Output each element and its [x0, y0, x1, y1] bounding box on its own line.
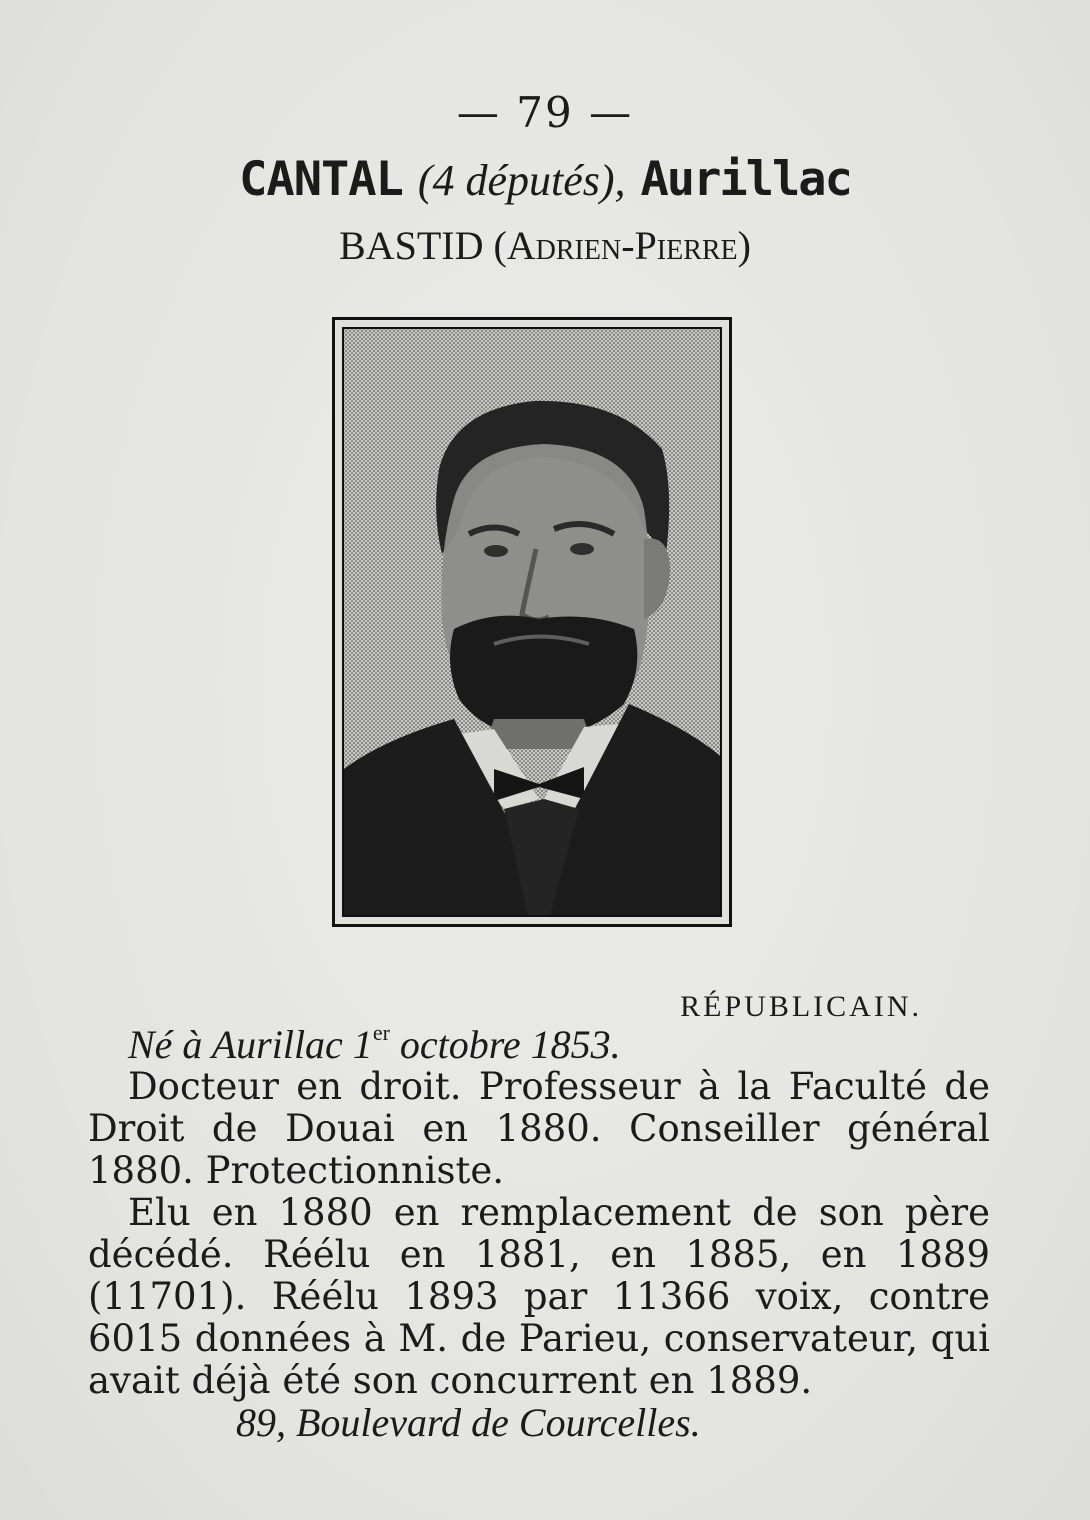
election-paragraph: Elu en 1880 en remplacement de son père décédé. Réélu en 1881, en 1885, en 1889 (11701). Réélu 1893 par 11366 voix, contre 6015 données à M. de Parieu, conservateur, qui avait déjà été son concurrent en 1889.: [88, 1191, 990, 1402]
portrait-frame: [332, 317, 732, 927]
address-line: 89, Boulevard de Courcelles.: [236, 1400, 701, 1445]
birth-superscript: er: [372, 1020, 390, 1045]
birth-suffix: octobre 1853.: [389, 1022, 621, 1067]
deputy-surname: BASTID: [339, 223, 484, 268]
portrait-photo: [342, 327, 722, 917]
department-heading: [0, 152, 1090, 207]
city-name: Aurillac: [640, 152, 851, 207]
deputies-count: (4 députés),: [417, 156, 626, 205]
portrait-silhouette: [344, 329, 722, 917]
page-number: — 79 —: [456, 88, 634, 137]
deputy-given-names: (Adrien-Pierre): [493, 223, 751, 268]
biography: [88, 1020, 990, 1445]
party-affiliation: RÉPUBLICAIN.: [680, 990, 922, 1023]
birth-prefix: Né à Aurillac 1: [128, 1022, 373, 1067]
career-paragraph: Docteur en droit. Professeur à la Faculté de Droit de Douai en 1880. Conseiller général 1880. Protectionniste.: [88, 1065, 990, 1192]
department-name: CANTAL: [239, 152, 403, 207]
birth-line: [88, 1020, 990, 1067]
deputy-name: [0, 222, 1090, 269]
